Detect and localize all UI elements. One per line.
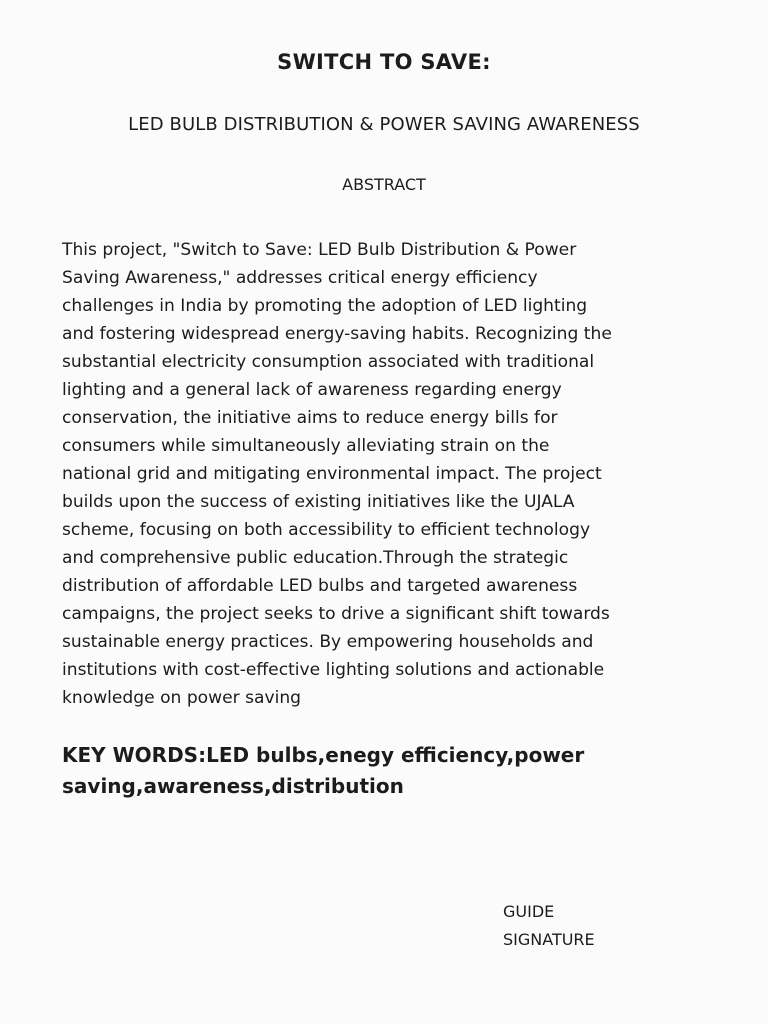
abstract-line: lighting and a general lack of awareness regarding energy: [62, 380, 562, 400]
guide-label: GUIDE: [503, 902, 555, 921]
abstract-heading: ABSTRACT: [342, 175, 426, 194]
abstract-line: scheme, focusing on both accessibility to efficient technology: [62, 520, 591, 540]
abstract-line: and fostering widespread energy-saving habits. Recognizing the: [62, 324, 612, 344]
abstract-line: knowledge on power saving: [62, 688, 302, 708]
keywords-line: KEY WORDS:LED bulbs,enegy efficiency,power: [62, 743, 585, 767]
keywords-section: [62, 740, 722, 802]
guide-signature-block: [503, 898, 595, 954]
abstract-line: challenges in India by promoting the adoption of LED lighting: [62, 296, 588, 316]
abstract-line: campaigns, the project seeks to drive a significant shift towards: [62, 604, 610, 624]
keywords-line: saving,awareness,distribution: [62, 774, 404, 798]
abstract-line: consumers while simultaneously alleviating strain on the: [62, 436, 550, 456]
abstract-line: sustainable energy practices. By empowering households and: [62, 632, 594, 652]
document-subtitle: LED BULB DISTRIBUTION & POWER SAVING AWARENESS: [128, 114, 640, 135]
abstract-line: substantial electricity consumption associated with traditional: [62, 352, 595, 372]
abstract-line: conservation, the initiative aims to reduce energy bills for: [62, 408, 558, 428]
abstract-line: This project, "Switch to Save: LED Bulb Distribution & Power: [62, 240, 577, 260]
abstract-body: [62, 236, 712, 712]
abstract-line: Saving Awareness," addresses critical energy efficiency: [62, 268, 538, 288]
abstract-line: national grid and mitigating environmental impact. The project: [62, 464, 602, 484]
abstract-line: builds upon the success of existing initiatives like the UJALA: [62, 492, 575, 512]
abstract-line: distribution of affordable LED bulbs and targeted awareness: [62, 576, 578, 596]
document-title: SWITCH TO SAVE:: [277, 50, 491, 74]
signature-label: SIGNATURE: [503, 930, 595, 949]
abstract-line: and comprehensive public education.Through the strategic: [62, 548, 569, 568]
abstract-line: institutions with cost-effective lighting solutions and actionable: [62, 660, 605, 680]
